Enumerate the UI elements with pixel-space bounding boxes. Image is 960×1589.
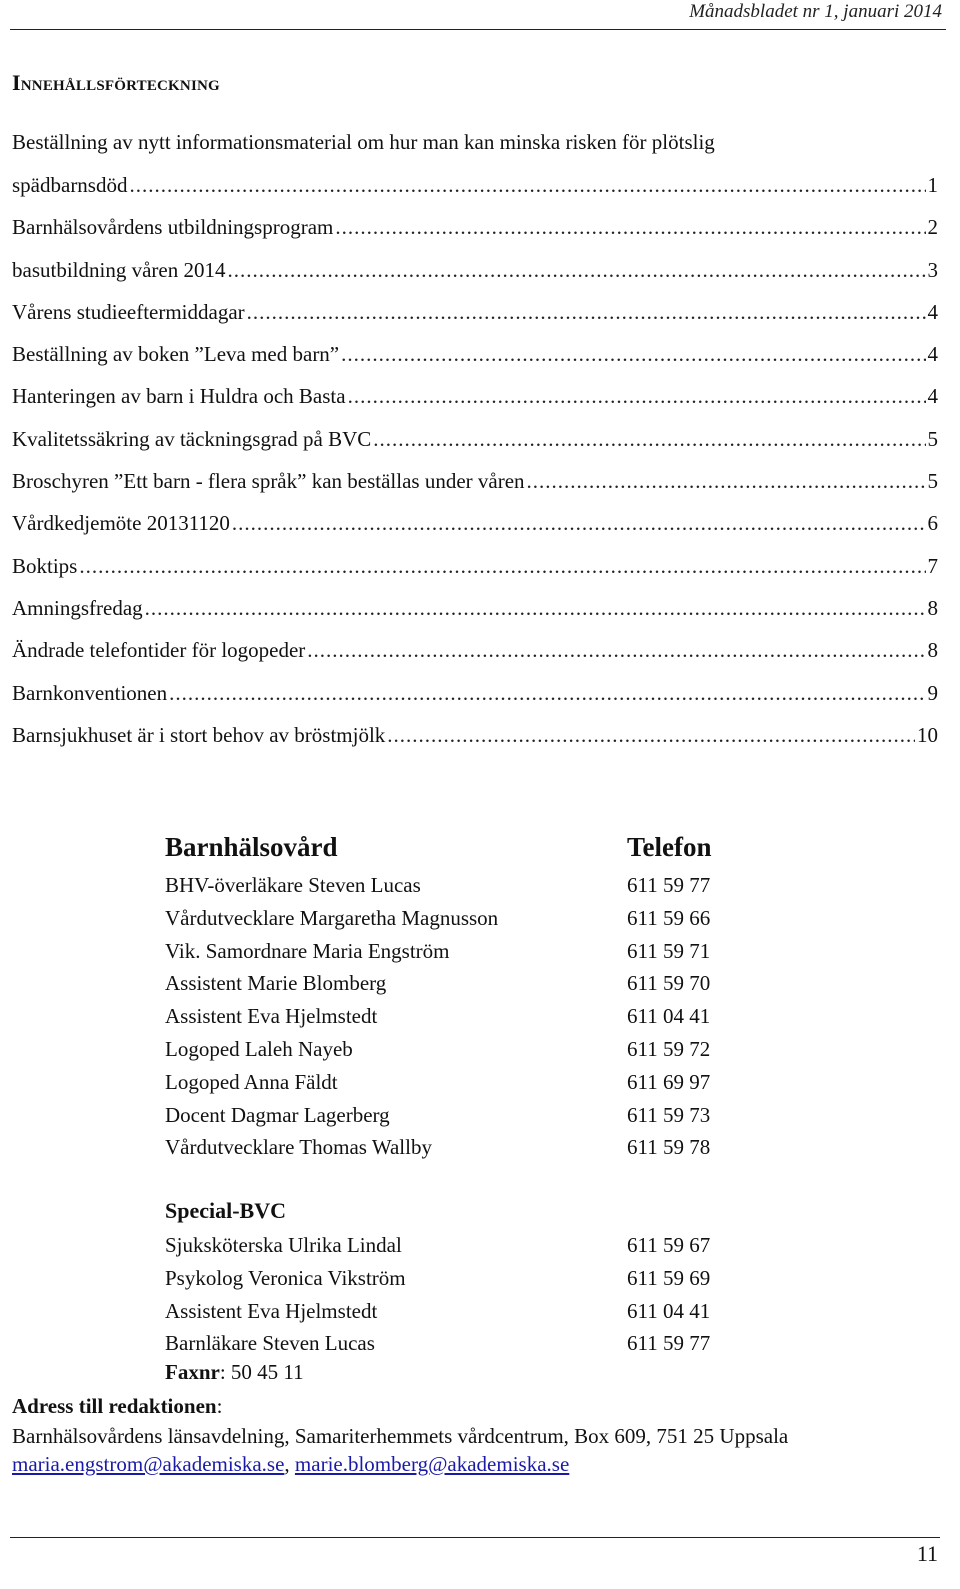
page-number: 11 xyxy=(916,1541,938,1566)
toc-item[interactable] xyxy=(12,298,938,340)
contact-phone: 611 59 71 xyxy=(627,938,711,963)
toc-item[interactable] xyxy=(12,636,938,678)
bhv-heading: Barnhälsovård xyxy=(165,832,338,862)
contact-name: Logoped Anna Fäldt xyxy=(165,1069,338,1094)
toc-item-page: 9 xyxy=(927,680,938,705)
contact-name: Barnläkare Steven Lucas xyxy=(165,1331,375,1356)
contact-name: Docent Dagmar Lagerberg xyxy=(165,1102,390,1127)
toc-leader-dots xyxy=(227,256,925,284)
address-line: Barnhälsovårdens länsavdelning, Samariterhemmets vårdcentrum, Box 609, 751 25 Uppsala xyxy=(12,1424,789,1448)
contact-row xyxy=(165,1328,865,1361)
contact-phone: 611 59 77 xyxy=(627,1331,711,1356)
fax-number: : 50 45 11 xyxy=(219,1360,304,1384)
page-header xyxy=(10,0,946,30)
toc-item-title: Amningsfredag xyxy=(12,595,143,620)
contact-name: Vårdutvecklare Thomas Wallby xyxy=(165,1135,432,1160)
toc-item[interactable] xyxy=(12,213,938,255)
contact-phone: 611 69 97 xyxy=(627,1069,711,1094)
contact-name: Psykolog Veronica Vikström xyxy=(165,1265,406,1290)
toc-item[interactable] xyxy=(12,509,938,551)
toc-item-page: 10 xyxy=(917,722,938,747)
contact-row xyxy=(165,1001,865,1034)
toc-leader-dots xyxy=(307,636,925,664)
toc-item-page: 4 xyxy=(927,299,938,324)
toc-item-page: 7 xyxy=(927,553,938,578)
toc-item-title: Vårens studieeftermiddagar xyxy=(12,299,245,324)
toc-item-page: 6 xyxy=(927,511,938,536)
email-separator: , xyxy=(284,1452,295,1476)
toc-item[interactable] xyxy=(12,256,938,298)
toc-leader-dots xyxy=(247,298,926,326)
toc-item-title: Barnhälsovårdens utbildningsprogram xyxy=(12,215,334,240)
toc-item-title: Boktips xyxy=(12,553,78,578)
contact-name: Assistent Eva Hjelmstedt xyxy=(165,1298,378,1323)
toc-item-page: 8 xyxy=(927,595,938,620)
contact-row xyxy=(165,1230,865,1263)
address-title: Adress till redaktionen xyxy=(12,1394,217,1418)
toc-item-title: Barnsjukhuset är i stort behov av bröstmjölk xyxy=(12,722,386,747)
toc-leader-dots xyxy=(387,721,915,749)
address-title-suffix: : xyxy=(216,1394,223,1418)
toc-item-page: 8 xyxy=(927,638,938,663)
address-heading xyxy=(12,1394,222,1419)
contact-name: Assistent Eva Hjelmstedt xyxy=(165,1004,378,1029)
toc-leader-dots xyxy=(232,509,926,537)
email-line xyxy=(12,1452,569,1477)
toc-item-page: 5 xyxy=(927,469,938,494)
toc-item[interactable] xyxy=(12,594,938,636)
contact-phone: 611 04 41 xyxy=(627,1004,711,1029)
toc-item-page: 1 xyxy=(927,173,938,197)
contact-phone: 611 59 66 xyxy=(627,905,711,930)
toc-item-title: spädbarnsdöd xyxy=(12,173,128,197)
toc-item-title: basutbildning våren 2014 xyxy=(12,257,226,282)
contact-phone: 611 59 67 xyxy=(627,1233,711,1257)
toc-item[interactable] xyxy=(12,679,938,721)
toc-item-page: 3 xyxy=(927,257,938,282)
phone-heading: Telefon xyxy=(627,832,712,862)
toc-leader-dots xyxy=(341,340,925,368)
fax-label: Faxnr xyxy=(165,1360,220,1384)
toc-item[interactable] xyxy=(12,382,938,424)
contact-row xyxy=(165,870,865,903)
contact-row xyxy=(165,1296,865,1329)
toc-item[interactable] xyxy=(12,467,938,509)
contact-row xyxy=(165,1067,865,1100)
toc-lead-line: Beställning av nytt informationsmaterial om hur man kan minska risken för plötslig xyxy=(12,130,715,154)
email-link-maria[interactable]: maria.engstrom@akademiska.se xyxy=(12,1452,285,1476)
toc-leader-dots xyxy=(79,552,925,580)
contact-phone: 611 59 72 xyxy=(627,1036,711,1061)
footer-divider xyxy=(10,1537,940,1538)
toc-item[interactable] xyxy=(12,171,938,213)
toc-leader-dots xyxy=(169,679,925,707)
contact-phone: 611 59 70 xyxy=(627,971,711,996)
toc-item-page: 2 xyxy=(927,215,938,240)
contact-phone: 611 59 73 xyxy=(627,1102,711,1127)
toc-item-title: Kvalitetssäkring av täckningsgrad på BVC xyxy=(12,426,372,451)
toc-item-title: Broschyren ”Ett barn - flera språk” kan beställas under våren xyxy=(12,469,525,494)
special-contact-list xyxy=(165,1230,865,1361)
bhv-heading-row xyxy=(165,832,712,863)
contact-name: Vik. Samordnare Maria Engström xyxy=(165,938,450,963)
toc-item[interactable] xyxy=(12,425,938,467)
fax-line xyxy=(165,1360,304,1385)
contact-row xyxy=(165,1263,865,1296)
contact-phone: 611 59 77 xyxy=(627,873,711,897)
toc-leader-dots xyxy=(335,213,925,241)
contact-row xyxy=(165,936,865,969)
toc-leader-dots xyxy=(129,171,925,199)
contact-name: Vårdutvecklare Margaretha Magnusson xyxy=(165,905,499,930)
toc-item-title: Beställning av boken ”Leva med barn” xyxy=(12,342,340,367)
header-text: Månadsbladet nr 1, januari 2014 xyxy=(689,1,942,22)
contact-row xyxy=(165,1100,865,1133)
toc-list xyxy=(12,171,938,763)
toc-item[interactable] xyxy=(12,552,938,594)
toc-item[interactable] xyxy=(12,721,938,763)
toc-leader-dots xyxy=(348,382,926,410)
contact-phone: 611 59 78 xyxy=(627,1135,711,1160)
contact-row xyxy=(165,1132,865,1165)
toc-leader-dots xyxy=(145,594,926,622)
contact-name: Assistent Marie Blomberg xyxy=(165,971,387,996)
toc-item-title: Vårdkedjemöte 20131120 xyxy=(12,511,230,536)
toc-heading: Innehållsförteckning xyxy=(12,70,220,95)
toc-item-page: 5 xyxy=(927,426,938,451)
contact-phone: 611 04 41 xyxy=(627,1298,711,1323)
toc-item[interactable] xyxy=(12,340,938,382)
toc-leader-dots xyxy=(527,467,926,495)
contact-row xyxy=(165,968,865,1001)
contact-name: Logoped Laleh Nayeb xyxy=(165,1036,353,1061)
special-bvc-heading: Special-BVC xyxy=(165,1198,286,1223)
contact-name: BHV-överläkare Steven Lucas xyxy=(165,873,421,897)
email-link-marie[interactable]: marie.blomberg@akademiska.se xyxy=(294,1452,570,1476)
toc-item-title: Hanteringen av barn i Huldra och Basta xyxy=(12,384,346,409)
toc-item-title: Ändrade telefontider för logopeder xyxy=(12,638,306,663)
toc-item-page: 4 xyxy=(927,342,938,367)
toc-item-page: 4 xyxy=(927,384,938,409)
contact-row xyxy=(165,903,865,936)
contact-row xyxy=(165,1034,865,1067)
bhv-contact-list xyxy=(165,870,865,1165)
contact-phone: 611 59 69 xyxy=(627,1265,711,1290)
toc-leader-dots xyxy=(373,425,925,453)
toc-item-title: Barnkonventionen xyxy=(12,680,168,705)
contact-name: Sjuksköterska Ulrika Lindal xyxy=(165,1233,402,1257)
